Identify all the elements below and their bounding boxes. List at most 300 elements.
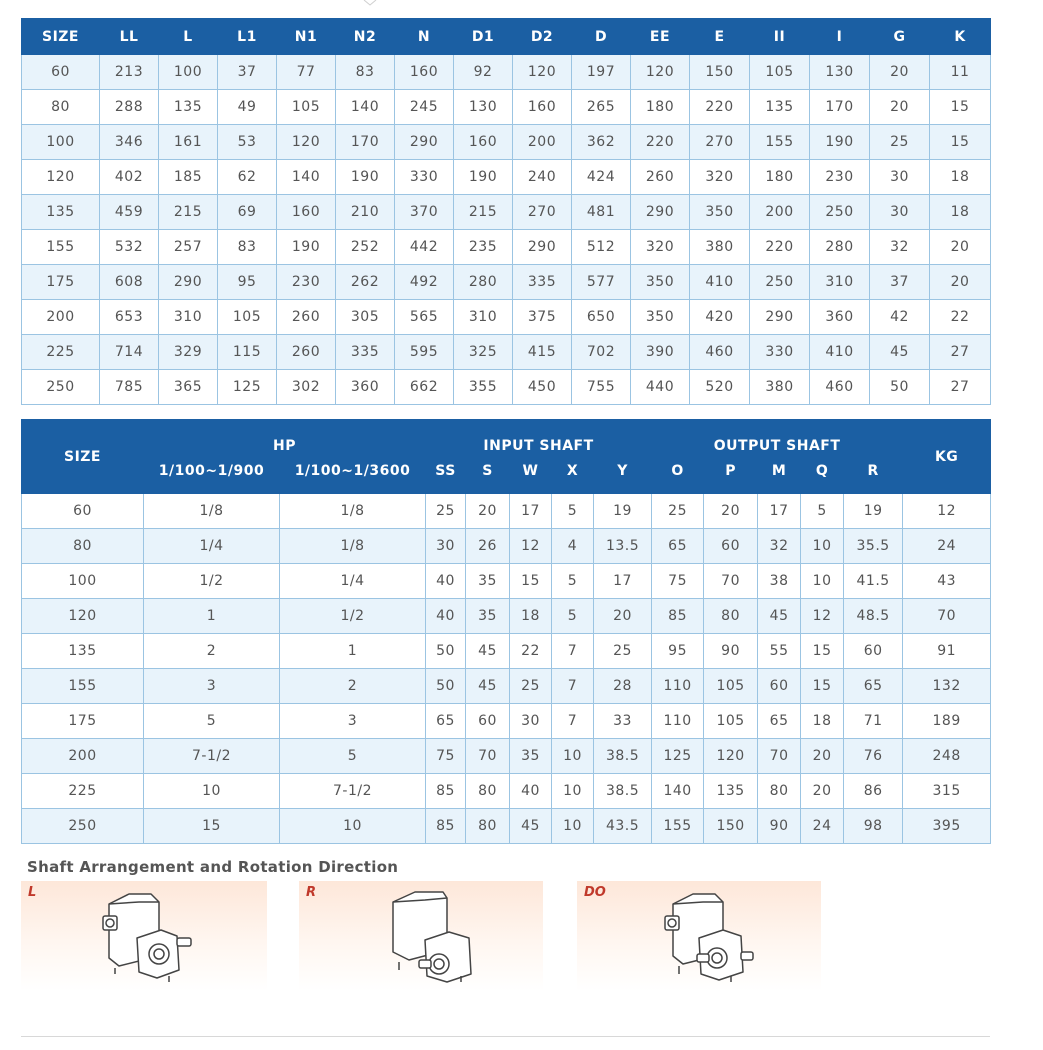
table-cell: 55 xyxy=(758,634,801,669)
table-cell: 24 xyxy=(903,529,991,564)
table-cell: 43.5 xyxy=(594,809,652,844)
table-cell: 20 xyxy=(704,494,758,529)
table-cell: 83 xyxy=(336,55,395,90)
gearbox-right-icon xyxy=(385,886,485,986)
table-cell: 170 xyxy=(336,125,395,160)
table-cell: 190 xyxy=(336,160,395,195)
table-cell: 1/4 xyxy=(280,564,426,599)
table-cell: 105 xyxy=(704,704,758,739)
column-header: N1 xyxy=(277,19,336,55)
table-cell: 110 xyxy=(652,704,704,739)
table-cell: 213 xyxy=(100,55,159,90)
table-cell: 38 xyxy=(758,564,801,599)
shaft-panel-right xyxy=(299,881,543,991)
table-cell: 132 xyxy=(903,669,991,704)
table-cell: 1 xyxy=(280,634,426,669)
table-cell: 225 xyxy=(22,774,144,809)
table-row xyxy=(22,265,991,300)
table-cell: 155 xyxy=(652,809,704,844)
table-row xyxy=(22,230,991,265)
table-row xyxy=(22,774,991,809)
table-cell: 1 xyxy=(144,599,280,634)
output-shaft-header: OUTPUT SHAFT xyxy=(652,420,903,459)
table-cell: 27 xyxy=(930,370,991,405)
column-sub-header: Q xyxy=(801,459,844,494)
table-cell: 2 xyxy=(144,634,280,669)
table-cell: 1/8 xyxy=(280,529,426,564)
shaft-arrangement-title: Shaft Arrangement and Rotation Direction xyxy=(27,858,399,876)
table-cell: 1/8 xyxy=(280,494,426,529)
table-cell: 30 xyxy=(870,160,930,195)
table-cell: 390 xyxy=(631,335,690,370)
table-cell: 70 xyxy=(758,739,801,774)
table-cell: 442 xyxy=(395,230,454,265)
specifications-group-header-row xyxy=(22,420,991,459)
table-row xyxy=(22,599,991,634)
table-cell: 22 xyxy=(510,634,552,669)
table-row xyxy=(22,739,991,774)
column-header: G xyxy=(870,19,930,55)
table-cell: 75 xyxy=(652,564,704,599)
table-row xyxy=(22,55,991,90)
table-cell: 520 xyxy=(690,370,750,405)
table-cell: 460 xyxy=(810,370,870,405)
table-cell: 43 xyxy=(903,564,991,599)
table-cell: 135 xyxy=(704,774,758,809)
table-cell: 180 xyxy=(631,90,690,125)
table-cell: 18 xyxy=(801,704,844,739)
column-header: II xyxy=(750,19,810,55)
table-cell: 135 xyxy=(22,634,144,669)
table-cell: 20 xyxy=(930,230,991,265)
table-cell: 481 xyxy=(572,195,631,230)
table-cell: 18 xyxy=(930,195,991,230)
column-sub-header: S xyxy=(466,459,510,494)
table-cell: 3 xyxy=(280,704,426,739)
table-row xyxy=(22,704,991,739)
table-row xyxy=(22,195,991,230)
table-cell: 15 xyxy=(144,809,280,844)
kg-header: KG xyxy=(903,420,991,494)
table-cell: 15 xyxy=(801,634,844,669)
table-cell: 160 xyxy=(277,195,336,230)
table-cell: 595 xyxy=(395,335,454,370)
table-cell: 185 xyxy=(159,160,218,195)
table-cell: 15 xyxy=(801,669,844,704)
table-cell: 329 xyxy=(159,335,218,370)
table-cell: 395 xyxy=(903,809,991,844)
table-cell: 270 xyxy=(513,195,572,230)
table-cell: 210 xyxy=(336,195,395,230)
table-cell: 25 xyxy=(870,125,930,160)
table-cell: 270 xyxy=(690,125,750,160)
table-cell: 35.5 xyxy=(844,529,903,564)
table-cell: 40 xyxy=(426,564,466,599)
table-cell: 365 xyxy=(159,370,218,405)
table-cell: 120 xyxy=(277,125,336,160)
table-cell: 200 xyxy=(22,739,144,774)
table-cell: 95 xyxy=(652,634,704,669)
size-header: SIZE xyxy=(22,420,144,494)
table-cell: 335 xyxy=(336,335,395,370)
table-cell: 310 xyxy=(810,265,870,300)
table-cell: 410 xyxy=(810,335,870,370)
table-cell: 380 xyxy=(690,230,750,265)
table-cell: 420 xyxy=(690,300,750,335)
column-header: SIZE xyxy=(22,19,100,55)
table-cell: 650 xyxy=(572,300,631,335)
shaft-panel-label: R xyxy=(306,885,317,900)
table-cell: 5 xyxy=(552,599,594,634)
shaft-panel-label: DO xyxy=(584,885,606,900)
table-cell: 76 xyxy=(844,739,903,774)
column-header: I xyxy=(810,19,870,55)
column-sub-header: W xyxy=(510,459,552,494)
table-cell: 252 xyxy=(336,230,395,265)
table-cell: 315 xyxy=(903,774,991,809)
table-cell: 38.5 xyxy=(594,774,652,809)
table-cell: 1/4 xyxy=(144,529,280,564)
table-cell: 150 xyxy=(690,55,750,90)
table-cell: 362 xyxy=(572,125,631,160)
table-cell: 32 xyxy=(758,529,801,564)
table-cell: 7-1/2 xyxy=(280,774,426,809)
table-cell: 20 xyxy=(594,599,652,634)
table-cell: 197 xyxy=(572,55,631,90)
table-cell: 60 xyxy=(22,55,100,90)
table-cell: 410 xyxy=(690,265,750,300)
table-cell: 280 xyxy=(810,230,870,265)
table-cell: 175 xyxy=(22,265,100,300)
table-cell: 230 xyxy=(277,265,336,300)
table-cell: 95 xyxy=(218,265,277,300)
table-cell: 189 xyxy=(903,704,991,739)
table-cell: 248 xyxy=(903,739,991,774)
chevron-down-icon xyxy=(363,0,377,6)
table-cell: 290 xyxy=(159,265,218,300)
table-cell: 755 xyxy=(572,370,631,405)
table-cell: 350 xyxy=(631,300,690,335)
table-cell: 10 xyxy=(552,809,594,844)
table-cell: 40 xyxy=(426,599,466,634)
column-header: D xyxy=(572,19,631,55)
table-cell: 19 xyxy=(594,494,652,529)
table-cell: 80 xyxy=(22,529,144,564)
table-row xyxy=(22,125,991,160)
table-cell: 305 xyxy=(336,300,395,335)
table-cell: 15 xyxy=(510,564,552,599)
specifications-sub-header-row xyxy=(22,459,991,494)
table-cell: 98 xyxy=(844,809,903,844)
table-cell: 90 xyxy=(758,809,801,844)
table-cell: 402 xyxy=(100,160,159,195)
column-header: EE xyxy=(631,19,690,55)
table-cell: 1/8 xyxy=(144,494,280,529)
table-cell: 20 xyxy=(466,494,510,529)
table-cell: 288 xyxy=(100,90,159,125)
table-cell: 25 xyxy=(652,494,704,529)
table-cell: 60 xyxy=(844,634,903,669)
table-row xyxy=(22,370,991,405)
table-cell: 11 xyxy=(930,55,991,90)
table-cell: 115 xyxy=(218,335,277,370)
column-sub-header: R xyxy=(844,459,903,494)
table-cell: 12 xyxy=(510,529,552,564)
table-cell: 60 xyxy=(466,704,510,739)
table-cell: 20 xyxy=(801,739,844,774)
table-cell: 37 xyxy=(870,265,930,300)
table-cell: 375 xyxy=(513,300,572,335)
table-cell: 10 xyxy=(801,529,844,564)
table-cell: 5 xyxy=(801,494,844,529)
table-cell: 220 xyxy=(631,125,690,160)
table-cell: 105 xyxy=(704,669,758,704)
table-cell: 250 xyxy=(750,265,810,300)
dimensions-table xyxy=(21,18,991,405)
column-sub-header: Y xyxy=(594,459,652,494)
column-sub-header: X xyxy=(552,459,594,494)
column-sub-header: O xyxy=(652,459,704,494)
table-cell: 85 xyxy=(652,599,704,634)
table-cell: 424 xyxy=(572,160,631,195)
table-cell: 355 xyxy=(454,370,513,405)
table-cell: 120 xyxy=(22,160,100,195)
table-cell: 170 xyxy=(810,90,870,125)
table-cell: 250 xyxy=(22,809,144,844)
table-cell: 35 xyxy=(466,564,510,599)
table-cell: 30 xyxy=(870,195,930,230)
table-cell: 69 xyxy=(218,195,277,230)
table-cell: 65 xyxy=(844,669,903,704)
table-cell: 120 xyxy=(704,739,758,774)
table-cell: 262 xyxy=(336,265,395,300)
table-cell: 290 xyxy=(395,125,454,160)
table-cell: 370 xyxy=(395,195,454,230)
table-cell: 18 xyxy=(930,160,991,195)
table-cell: 10 xyxy=(801,564,844,599)
column-sub-header: M xyxy=(758,459,801,494)
table-cell: 45 xyxy=(466,634,510,669)
table-cell: 180 xyxy=(750,160,810,195)
table-cell: 100 xyxy=(22,125,100,160)
table-cell: 702 xyxy=(572,335,631,370)
table-cell: 90 xyxy=(704,634,758,669)
table-cell: 280 xyxy=(454,265,513,300)
table-cell: 65 xyxy=(758,704,801,739)
table-cell: 190 xyxy=(454,160,513,195)
column-sub-header: 1/100~1/3600 xyxy=(280,459,426,494)
table-row xyxy=(22,809,991,844)
table-cell: 225 xyxy=(22,335,100,370)
table-cell: 12 xyxy=(801,599,844,634)
table-cell: 125 xyxy=(218,370,277,405)
table-cell: 577 xyxy=(572,265,631,300)
table-cell: 125 xyxy=(652,739,704,774)
column-header: D2 xyxy=(513,19,572,55)
table-cell: 4 xyxy=(552,529,594,564)
table-cell: 3 xyxy=(144,669,280,704)
table-cell: 28 xyxy=(594,669,652,704)
table-cell: 10 xyxy=(280,809,426,844)
table-cell: 75 xyxy=(426,739,466,774)
table-row xyxy=(22,335,991,370)
table-cell: 15 xyxy=(930,125,991,160)
table-cell: 240 xyxy=(513,160,572,195)
table-cell: 160 xyxy=(513,90,572,125)
table-cell: 1/2 xyxy=(280,599,426,634)
table-cell: 120 xyxy=(513,55,572,90)
table-cell: 33 xyxy=(594,704,652,739)
table-cell: 24 xyxy=(801,809,844,844)
table-cell: 160 xyxy=(395,55,454,90)
table-cell: 5 xyxy=(552,564,594,599)
table-cell: 70 xyxy=(903,599,991,634)
table-cell: 110 xyxy=(652,669,704,704)
table-row xyxy=(22,529,991,564)
table-cell: 155 xyxy=(22,230,100,265)
dimensions-header-row xyxy=(22,19,991,55)
table-cell: 714 xyxy=(100,335,159,370)
table-cell: 346 xyxy=(100,125,159,160)
table-cell: 150 xyxy=(704,809,758,844)
table-cell: 215 xyxy=(159,195,218,230)
table-cell: 5 xyxy=(280,739,426,774)
table-cell: 140 xyxy=(652,774,704,809)
table-cell: 653 xyxy=(100,300,159,335)
table-cell: 175 xyxy=(22,704,144,739)
table-cell: 13.5 xyxy=(594,529,652,564)
column-header: K xyxy=(930,19,991,55)
table-cell: 60 xyxy=(704,529,758,564)
table-cell: 235 xyxy=(454,230,513,265)
table-cell: 155 xyxy=(22,669,144,704)
table-cell: 41.5 xyxy=(844,564,903,599)
table-cell: 42 xyxy=(870,300,930,335)
table-cell: 60 xyxy=(758,669,801,704)
table-cell: 662 xyxy=(395,370,454,405)
table-cell: 161 xyxy=(159,125,218,160)
table-cell: 335 xyxy=(513,265,572,300)
table-cell: 190 xyxy=(810,125,870,160)
table-cell: 330 xyxy=(750,335,810,370)
table-cell: 380 xyxy=(750,370,810,405)
column-sub-header: SS xyxy=(426,459,466,494)
table-cell: 20 xyxy=(930,265,991,300)
table-cell: 460 xyxy=(690,335,750,370)
table-cell: 220 xyxy=(690,90,750,125)
table-cell: 105 xyxy=(218,300,277,335)
table-cell: 135 xyxy=(750,90,810,125)
column-header: D1 xyxy=(454,19,513,55)
table-cell: 37 xyxy=(218,55,277,90)
table-cell: 1/2 xyxy=(144,564,280,599)
table-cell: 45 xyxy=(758,599,801,634)
table-cell: 415 xyxy=(513,335,572,370)
table-cell: 80 xyxy=(758,774,801,809)
table-cell: 25 xyxy=(594,634,652,669)
bottom-divider xyxy=(21,1036,990,1037)
shaft-panel-left xyxy=(21,881,267,991)
column-header: LL xyxy=(100,19,159,55)
table-cell: 230 xyxy=(810,160,870,195)
table-cell: 100 xyxy=(159,55,218,90)
table-cell: 290 xyxy=(750,300,810,335)
table-cell: 20 xyxy=(801,774,844,809)
table-cell: 35 xyxy=(466,599,510,634)
table-cell: 2 xyxy=(280,669,426,704)
table-cell: 48.5 xyxy=(844,599,903,634)
table-cell: 260 xyxy=(277,300,336,335)
table-cell: 25 xyxy=(426,494,466,529)
table-cell: 320 xyxy=(631,230,690,265)
table-cell: 130 xyxy=(810,55,870,90)
table-cell: 7 xyxy=(552,704,594,739)
table-cell: 10 xyxy=(552,774,594,809)
input-shaft-header: INPUT SHAFT xyxy=(426,420,652,459)
gearbox-double-output-icon xyxy=(659,886,759,986)
table-cell: 83 xyxy=(218,230,277,265)
table-cell: 80 xyxy=(22,90,100,125)
table-cell: 7-1/2 xyxy=(144,739,280,774)
table-cell: 15 xyxy=(930,90,991,125)
table-cell: 71 xyxy=(844,704,903,739)
table-cell: 19 xyxy=(844,494,903,529)
table-cell: 25 xyxy=(510,669,552,704)
table-cell: 310 xyxy=(454,300,513,335)
table-cell: 257 xyxy=(159,230,218,265)
shaft-panel-label: L xyxy=(28,885,37,900)
table-cell: 302 xyxy=(277,370,336,405)
table-cell: 45 xyxy=(870,335,930,370)
shaft-panel-double-output xyxy=(577,881,821,991)
table-cell: 30 xyxy=(426,529,466,564)
table-cell: 120 xyxy=(631,55,690,90)
table-cell: 49 xyxy=(218,90,277,125)
table-cell: 86 xyxy=(844,774,903,809)
table-cell: 155 xyxy=(750,125,810,160)
table-cell: 70 xyxy=(704,564,758,599)
table-cell: 60 xyxy=(22,494,144,529)
table-cell: 10 xyxy=(144,774,280,809)
table-cell: 459 xyxy=(100,195,159,230)
table-row xyxy=(22,160,991,195)
table-cell: 77 xyxy=(277,55,336,90)
table-cell: 290 xyxy=(513,230,572,265)
table-cell: 18 xyxy=(510,599,552,634)
table-cell: 85 xyxy=(426,809,466,844)
table-cell: 26 xyxy=(466,529,510,564)
table-cell: 265 xyxy=(572,90,631,125)
specifications-table xyxy=(21,419,991,844)
table-cell: 20 xyxy=(870,90,930,125)
table-cell: 200 xyxy=(750,195,810,230)
table-cell: 45 xyxy=(466,669,510,704)
table-cell: 140 xyxy=(277,160,336,195)
table-cell: 250 xyxy=(22,370,100,405)
table-cell: 325 xyxy=(454,335,513,370)
table-cell: 532 xyxy=(100,230,159,265)
table-cell: 10 xyxy=(552,739,594,774)
table-cell: 50 xyxy=(870,370,930,405)
table-row xyxy=(22,564,991,599)
table-cell: 140 xyxy=(336,90,395,125)
table-cell: 608 xyxy=(100,265,159,300)
table-cell: 85 xyxy=(426,774,466,809)
table-cell: 135 xyxy=(159,90,218,125)
table-cell: 360 xyxy=(810,300,870,335)
table-cell: 320 xyxy=(690,160,750,195)
table-cell: 350 xyxy=(631,265,690,300)
